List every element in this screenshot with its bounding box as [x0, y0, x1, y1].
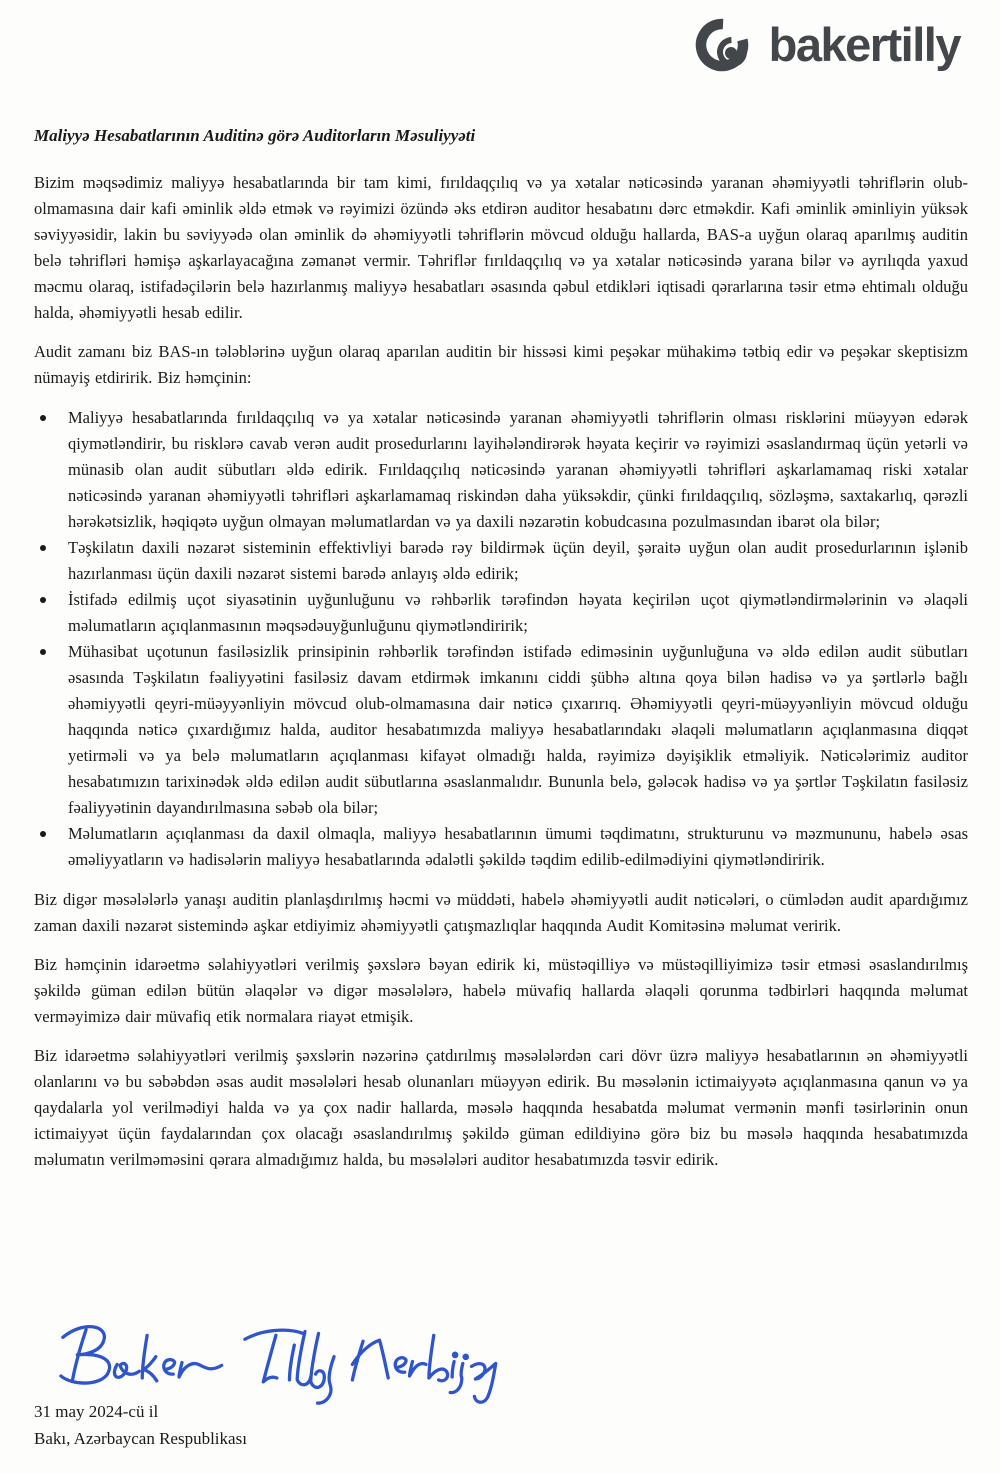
- bakertilly-logo: [695, 14, 960, 78]
- bullet-icon: [40, 415, 46, 421]
- signature-ink: [48, 1316, 498, 1408]
- bullet-icon: [40, 649, 46, 655]
- audit-responsibility-list: [34, 405, 968, 873]
- paragraph-professional-judgement: Audit zamanı biz BAS-ın tələblərinə uyğun olaraq aparılan auditin bir hissəsi kimi peşəkar mühakimə tətbiq edir və peşəkar skeptisizm nümayiş etdiririk. Biz həmçinin:: [34, 342, 968, 387]
- report-place: Bakı, Azərbaycan Respublikası: [34, 1429, 247, 1448]
- document-body: [34, 126, 968, 1186]
- list-item: [34, 535, 968, 587]
- bakertilly-logo-text: bakertilly: [768, 17, 960, 71]
- bullet-icon: [40, 597, 46, 603]
- list-item-text: İstifadə edilmiş uçot siyasətinin uyğunluğunu və rəhbərlik tərəfindən həyata keçirilən uçot qiymətləndirmələrinin və əlaqəli məlumatların açıqlanmasının məqsədəuyğunluğunu qiymətləndiririk;: [68, 590, 968, 635]
- section-heading: Maliyyə Hesabatlarının Auditinə görə Auditorların Məsuliyyəti: [34, 126, 476, 145]
- list-item-text: Məlumatların açıqlanması da daxil olmaqla, maliyyə hesabatlarının ümumi təqdimatını, strukturunu və məzmununu, habelə əsas əməliyyatların və hadisələrin maliyyə hesabatlarında ədalətli şəkildə təqdim edilib-edilmədiyini qiymətləndiririk.: [68, 824, 968, 869]
- paragraph-key-audit-matters: Biz idarəetmə səlahiyyətləri verilmiş şəxslərin nəzərinə çatdırılmış məsələlərdən cari dövr üzrə maliyyə hesabatlarının ən əhəmiyyətli olanlarını və bu səbəbdən əsas audit məsələləri hesab olunanları müəyyən edirik. Bu məsələnin ictimaiyyətə açıqlanmasına qanun və ya qaydalarla yol verilmədiyi halda və ya çox nadir hallarda, məsələ haqqında hesabatda məlumat vermənin mənfi təsirlərinin onun ictimaiyyət üçün faydalarından çox olacağı əsaslandırılmış şəkildə güman edildiyinə görə biz bu məsələ haqqında hesabatımızda məlumatın verilməməsini qərara almadığımız halda, bu məsələləri auditor hesabatımızda təsvir edirik.: [34, 1046, 968, 1169]
- list-item: [34, 587, 968, 639]
- bullet-icon: [40, 545, 46, 551]
- list-item: [34, 821, 968, 873]
- list-item-text: Mühasibat uçotunun fasiləsizlik prinsipinin rəhbərlik tərəfindən istifadə ediməsinin uyğunluğuna və əldə edilən audit sübutları əsasında Təşkilatın fəaliyyətini fasiləsiz davam etdirmək imkanını ciddi şübhə altına qoya bilən hadisə və ya şərtlərlə bağlı əhəmiyyətli qeyri-müəyyənliyin mövcud olub-olmamasına dair nəticə çıxarırıq. Əhəmiyyətli qeyri-müəyyənliyin mövcud olduğu haqqında nəticə çıxardığımız halda, auditor hesabatımızda maliyyə hesabatlarındakı əlaqəli məlumatların açıqlanmasına diqqət yetirməli və ya belə məlumatların açıqlanması kifayət olmadığı halda, rəyimizə dəyişiklik etməliyik. Nəticələrimiz auditor hesabatımızın tarixinədək əldə edilən audit sübutlarına əsaslanmalıdır. Bununla belə, gələcək hadisə və ya şərtlər Təşkilatın fasiləsiz fəaliyyətinin dayandırılmasına səbəb ola bilər;: [68, 642, 968, 817]
- signature: [48, 1316, 498, 1408]
- paragraph-ethics-independence: Biz həmçinin idarəetmə səlahiyyətləri verilmiş şəxslərə bəyan edirik ki, müstəqilliyə və müstəqilliyimizə təsir etməsi əsaslandırılmış şəkildə güman edilən bütün əlaqələr və digər məsələlərə, habelə müvafiq hallarda əlaqəli qorunma tədbirləri haqqında məlumat verməyimizə dair müvafiq etik normalara riayət etmişik.: [34, 955, 968, 1026]
- list-item-text: Təşkilatın daxili nəzarət sisteminin effektivliyi barədə rəy bildirmək üçün deyil, şəraitə uyğun olan audit prosedurlarının işlənib hazırlanması üçün daxili nəzarət sistemi barədə anlayış əldə edirik;: [68, 538, 968, 583]
- date-place-block: [34, 1398, 247, 1452]
- report-date: 31 may 2024-cü il: [34, 1402, 159, 1421]
- paragraph-audit-committee: Biz digər məsələlərlə yanaşı auditin planlaşdırılmış həcmi və müddəti, habelə əhəmiyyətli audit nəticələri, o cümlədən audit apardığımız zaman daxili nəzarət sistemində aşkar etdiyimiz əhəmiyyətli çatışmazlıqlar haqqında Audit Komitəsinə məlumat veririk.: [34, 890, 968, 935]
- list-item-text: Maliyyə hesabatlarında fırıldaqçılıq və ya xətalar nəticəsində yaranan əhəmiyyətli təhriflərin olması risklərini müəyyən edərək qiymətləndirir, bu risklərə cavab verən audit prosedurlarını layihələndirərək həyata keçirir və rəyimizi əsaslandırmaq üçün yetərli və münasib olan audit sübutları əldə edirik. Fırıldaqçılıq nəticəsində yaranan əhəmiyyətli təhrifləri aşkarlamamaq riski xətalar nəticəsində yaranan əhəmiyyətli təhrifləri aşkarlamamaq riskindən daha yüksəkdir, çünki fırıldaqçılıq, sözləşmə, saxtakarlıq, qərəzli hərəkətsizlik, həqiqətə uyğun olmayan məlumatlardan və ya daxili nəzarətin kobudcasına pozulmasından ibarət ola bilər;: [68, 408, 968, 531]
- list-item: [34, 639, 968, 821]
- bullet-icon: [40, 831, 46, 837]
- paragraph-objective: Bizim məqsədimiz maliyyə hesabatlarında bir tam kimi, fırıldaqçılıq və ya xətalar nəticəsində yaranan əhəmiyyətli təhriflərin olub-olmamasına dair kafi əminlik əldə etmək və rəyimizi özündə əks etdirən auditor hesabatını dərc etməkdir. Kafi əminlik əminliyin yüksək səviyyəsidir, lakin bu səviyyədə olan əminlik də əhəmiyyətli təhriflərin mövcud olduğu hallarda, BAS-a uyğun olaraq aparılmış auditin belə təhrifləri həmişə aşkarlayacağına zəmanət vermir. Təhriflər fırıldaqçılıq və ya xətalar nəticəsində yarana bilər və ayrılıqda yaxud məcmu olaraq, istifadəçilərin belə hazırlanmış maliyyə hesabatları əsasında qəbul etdikləri iqtisadi qərarlarına təsir etmə ehtimalı olduğu halda, əhəmiyyətli hesab edilir.: [34, 173, 968, 322]
- list-item: [34, 405, 968, 535]
- bakertilly-globe-icon: [695, 14, 757, 78]
